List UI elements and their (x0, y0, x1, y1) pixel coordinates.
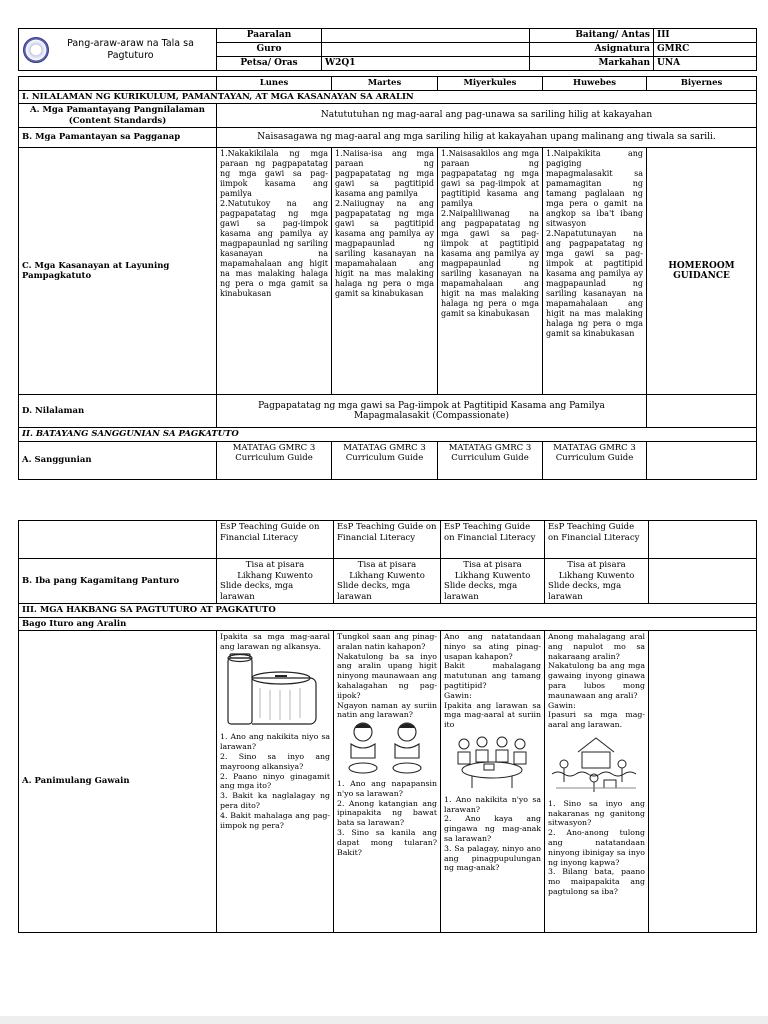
header-value-date: W2Q1 (322, 57, 530, 71)
lesson-plan-table-2 (18, 520, 757, 933)
header-label-teacher: Guro (217, 43, 322, 57)
activity-questions: 1. Ano ang nakikita niyo sa larawan? 2. Sino sa inyo ang mayroong alkansiya? 2. Paano ninyo ginagamit ang mga ito? 3. Bakit ka naglalagay ng pera dito? 4. Bakit mahalaga ang pag-iimpok ng pera? (220, 732, 330, 830)
content-value: Pagpapatatag ng mga gawi sa Pag-iimpok at Pagtitipid Kasama ang Pamilya Mapagmalasakit (Compassionate) (217, 395, 647, 428)
section-2-title: II. BATAYANG SANGGUNIAN SA PAGKATUTO (19, 428, 757, 442)
section-1-title: I. NILALAMAN NG KURIKULUM, PAMANTAYAN, AT MGA KASANAYAN SA ARALIN (19, 90, 757, 104)
header-value-teacher (322, 43, 530, 57)
deped-seal-logo (23, 37, 49, 63)
section-3-title: III. MGA HAKBANG SA PAGTUTURO AT PAGKATUTO (19, 604, 757, 618)
header-label-date: Petsa/ Oras (217, 57, 322, 71)
guide-huwebes: EsP Teaching Guide on Financial Literacy (545, 521, 649, 559)
lesson-plan-table-1 (18, 76, 757, 480)
page-title: Pang-araw-araw na Tala sa Pagtuturo (67, 37, 194, 61)
children-illustration (337, 720, 435, 776)
activity-questions: 1. Ano nakikita n'yo sa larawan? 2. Ano kaya ang gingawa ng mag-anak sa larawan? 3. Sa palagay, ninyo ano ang pinagpupulungan ng mag-anak? (444, 794, 541, 873)
activity-intro: Anong mahalagang aral ang napulot mo sa nakaraang aralin? Nakatulong ba ang mga gawaing inyong ginawa para lubos mong maunawaan ang arali? Gawin: Ipasuri sa mga mag-aaral ang larawan. (548, 632, 645, 730)
header-table (18, 28, 757, 71)
materials-line: Slide decks, mga larawan (337, 581, 411, 602)
alkansya-illustration (220, 652, 326, 730)
materials-lunes (217, 559, 334, 604)
page-bottom-bar (0, 1016, 768, 1024)
before-lesson-label: Bago Ituro ang Aralin (19, 617, 757, 631)
day-header-biyernes: Biyernes (647, 77, 757, 91)
activity-questions: 1. Ano ang napapansin n'yo sa larawan? 2. Anong katangian ang ipinapakita ng bawat bata sa larawan? 3. Sino sa kanila ang dapat mong tularan? Bakit? (337, 778, 437, 857)
guide-miyerkules: EsP Teaching Guide on Financial Literacy (441, 521, 545, 559)
materials-miyerkules (441, 559, 545, 604)
header-label-school: Paaralan (217, 29, 322, 43)
guide-lunes: EsP Teaching Guide on Financial Literacy (217, 521, 334, 559)
header-logo-title-cell (19, 29, 217, 71)
materials-line: Tisa at pisara (357, 560, 417, 570)
materials-line: Likhang Kuwento (454, 570, 531, 581)
family-meeting-illustration (444, 730, 540, 792)
header-value-subject: GMRC (654, 43, 757, 57)
day-header-huwebes: Huwebes (543, 77, 647, 91)
materials-line: Tisa at pisara (567, 560, 626, 570)
materials-line: Likhang Kuwento (237, 570, 313, 581)
content-standards-value: Natututuhan ng mag-aaral ang pag-unawa sa sariling hilig at kakayahan (217, 104, 757, 128)
materials-martes (334, 559, 441, 604)
activity-label: A. Panimulang Gawain (19, 631, 217, 933)
activity-lunes (217, 631, 334, 933)
flood-help-illustration (548, 730, 644, 796)
header-label-subject: Asignatura (530, 43, 654, 57)
competency-martes: 1.Naiisa-isa ang mga paraan ng pagpapatatag ng mga gawi sa pagtitipid kasama ang pamilya 2.Naiiugnay na ang pagpapatatag ng mga gawi sa pagtitipid kasama ang pamilya ay magpapaunlad ng sariling kasanayan na mapamahalaan ang higit na mas malaking halaga ng pera o mga gamit sa kinabukasan (332, 148, 438, 395)
materials-huwebes (545, 559, 649, 604)
activity-miyerkules (441, 631, 545, 933)
activity-martes (334, 631, 441, 933)
competency-huwebes: 1.Naipakikita ang pagiging mapagmalasakit sa pamamagitan ng tamang paglalaan ng mga pera o gamit na angkop sa iba't ibang sitwasyon 2.Napatutunayan na ang pagpapatatag ng mga gawi sa pag-iimpok at pagtitipid kasama ang pamilya ay magpapaunlad ng sariling kasanayan na mapamahalaan ang higit na mas malaking halaga ng pera o mga gamit sa kinabukasan (543, 148, 647, 395)
day-header-martes: Martes (332, 77, 438, 91)
materials-line: Slide decks, mga larawan (220, 581, 294, 602)
competency-lunes: 1.Nakakikilala ng mga paraan ng pagpapatatag ng mga gawi sa pag-iimpok kasama ang pamilya 2.Natutukoy na ang pagpapatatag ng mga gawi sa pag-iimpok kasama ang pamilya ay magpapaunlad ng sariling kasanayan na mapamahalaan ang higit na mas malaking halaga ng pera o mga gamit sa kinabukasan (217, 148, 332, 395)
header-value-quarter: UNA (654, 57, 757, 71)
activity-intro: Tungkol saan ang pinag-aralan natin kahapon? Nakatulong ba sa inyo ang aralin upang higit ninyong maunawaan ang kahalagahan ng pag-iipok? Ngayon naman ay suriin natin ang larawan? (337, 632, 437, 720)
materials-line: Tisa at pisara (463, 560, 522, 570)
activity-intro: Ano ang natatandaan ninyo sa ating pinag-usapan kahapon? Bakit mahalagang matutunan ang tamang pagtitipid? Gawin: Ipakita ang larawan sa mga mag-aaral at suriin ito (444, 632, 541, 730)
reference-martes: MATATAG GMRC 3 Curriculum Guide (332, 441, 438, 479)
references-label: A. Sanggunian (19, 441, 217, 479)
content-standards-label: A. Mga Pamantayang Pangnilalaman (Content Standards) (19, 104, 217, 128)
performance-standards-value: Naisasagawa ng mag-aaral ang mga sariling hilig at kakayahan upang malinang ang tiwala sa sarili. (217, 128, 757, 148)
competencies-label: C. Mga Kasanayan at Layuning Pampagkatuto (19, 148, 217, 395)
day-header-lunes: Lunes (217, 77, 332, 91)
header-label-quarter: Markahan (530, 57, 654, 71)
materials-line: Likhang Kuwento (349, 570, 425, 581)
header-value-school (322, 29, 530, 43)
activity-questions: 1. Sino sa inyo ang nakaranas ng ganitong sitwasyon? 2. Ano-anong tulong ang natatandaan ninyong ibinigay sa inyo ng inyong kapwa? 3. Bilang bata, paano mo maipapakita ang pagtulong sa iba? (548, 798, 645, 896)
activity-intro: Ipakita sa mga mag-aaral ang larawan ng alkansya. (220, 632, 330, 651)
content-label: D. Nilalaman (19, 395, 217, 428)
materials-line: Likhang Kuwento (558, 570, 635, 581)
materials-line: Slide decks, mga larawan (444, 581, 518, 602)
materials-label: B. Iba pang Kagamitang Panturo (19, 559, 217, 604)
friday-homeroom-guidance: HOMEROOM GUIDANCE (647, 148, 757, 395)
guide-martes: EsP Teaching Guide on Financial Literacy (334, 521, 441, 559)
reference-huwebes: MATATAG GMRC 3 Curriculum Guide (543, 441, 647, 479)
reference-miyerkules: MATATAG GMRC 3 Curriculum Guide (438, 441, 543, 479)
day-header-miyerkules: Miyerkules (438, 77, 543, 91)
reference-lunes: MATATAG GMRC 3 Curriculum Guide (217, 441, 332, 479)
activity-huwebes (545, 631, 649, 933)
performance-standards-label: B. Mga Pamantayan sa Pagganap (19, 128, 217, 148)
header-label-grade: Baitang/ Antas (530, 29, 654, 43)
materials-line: Slide decks, mga larawan (548, 581, 622, 602)
materials-line: Tisa at pisara (245, 560, 305, 570)
header-value-grade: III (654, 29, 757, 43)
competency-miyerkules: 1.Naisasakilos ang mga paraan ng pagpapatatag ng mga gawi sa pag-iimpok at pagtitipid kasama ang pamilya 2.Naipaliliwanag na ang pagpapatatag ng mga gawi sa pag-iimpok at pagtitipid kasama ang pamilya ay magpapaunlad ng sariling kasanayan na mapamahalaan ang higit na mas malaking halaga ng pera o mga gamit sa kinabukasan (438, 148, 543, 395)
